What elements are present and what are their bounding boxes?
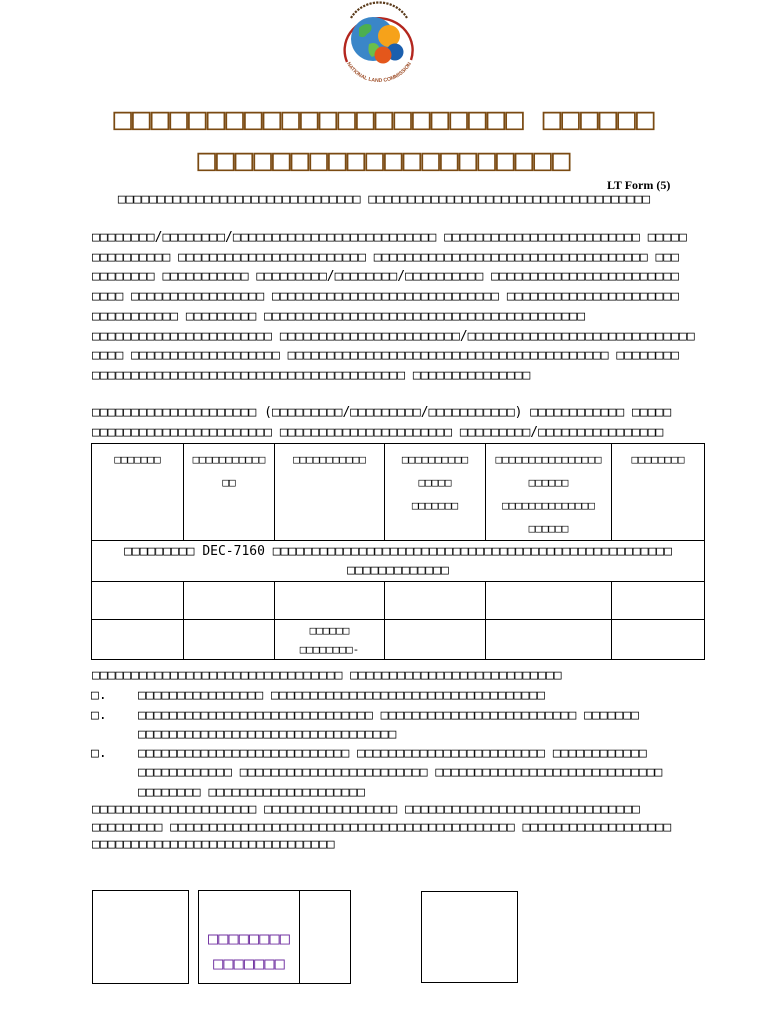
clause-text — [138, 744, 698, 802]
logo-script-arc — [351, 3, 407, 18]
cell-text: □□□□□□□□- — [299, 642, 360, 656]
paragraph-line: □□□□□□□□/□□□□□□□□/□□□□□□□□□□□□□□□□□□□□□□□□□□ □□□□□□□□□□□□□□□□□□□□□□□□□ □□□□□ — [92, 230, 687, 245]
table-cell — [486, 582, 612, 620]
table-header-cell — [612, 444, 705, 541]
form-subtitle: □□□□□□□□□□□□□□□□□□□□□□□□□□□□□□□ □□□□□□□□□□□□□□□□□□□□□□□□□□□□□□□□□□□□ — [117, 192, 651, 207]
table-row — [92, 582, 705, 620]
clause-line: □□□□□□□□□□□□□□□□ □□□□□□□□□□□□□□□□□□□□□□□□□□□□□□□□□□□ — [138, 688, 545, 703]
red-sphere-shape — [375, 47, 392, 64]
stamp-label-line: □□□□□□□ — [213, 954, 285, 974]
form-title-line: □□□□□□□□□□□□□□□□□□□□□□ □□□□□□ — [113, 101, 655, 137]
form-title-line: □□□□□□□□□□□□□□□□□□□□ — [197, 142, 571, 178]
paragraph-declaration — [92, 228, 698, 386]
paragraph-details — [92, 403, 698, 443]
cell-text: □□□□□□ — [309, 623, 350, 637]
header-text: □□□□□□□ — [411, 499, 459, 512]
clause-number: □. — [91, 708, 107, 723]
clause-line: □□□□□□□□□□□□□□□□□□□□□□□□□□□ □□□□□□□□□□□□□□□□□□□□□□□□ □□□□□□□□□□□□ — [138, 746, 647, 761]
paragraph-line: □□□□□□□□□□□□□□□□□□□□□□□□□□□□□□□ — [92, 837, 335, 852]
header-text: □□□□□□□□□□□□□□□□ — [495, 453, 602, 466]
table-merged-cell: □□□□□□□□□ DEC-7160 □□□□□□□□□□□□□□□□□□□□□□□□□□□□□□□□□□□□□□□□□□□□□□□□□□□ □□□□□□□□□□□□□ — [92, 541, 705, 582]
header-text: □□□□□□ — [528, 476, 569, 489]
table-cell — [275, 582, 385, 620]
clause-line: □□□□□□□□□□□□ □□□□□□□□□□□□□□□□□□□□□□□□ □□□□□□□□□□□□□□□□□□□□□□□□□□□□□ — [138, 765, 663, 781]
paragraph-line: □□□□□□□□□□□ □□□□□□□□□ □□□□□□□□□□□□□□□□□□□□□□□□□□□□□□□□□□□□□□□□□ — [92, 308, 586, 324]
paragraph-line: □□□□□□□□□ □□□□□□□□□□□□□□□□□□□□□□□□□□□□□□□□□□□□□□□□□□□□ □□□□□□□□□□□□□□□□□□□ — [92, 819, 672, 835]
clause-line: □□□□□□□□□□□□□□□□□□□□□□□□□□□□□□□□□ — [138, 727, 397, 743]
logo-text-path: NATIONAL LAND COMMISSION — [345, 61, 413, 85]
clause-line: □□□□□□□□ □□□□□□□□□□□□□□□□□□□□ — [138, 784, 365, 800]
table-cell — [385, 620, 486, 660]
signature-box-right — [421, 891, 518, 983]
header-text: □□□□□□□□□□□ — [293, 453, 366, 466]
table-cell — [184, 620, 275, 660]
form-code: LT Form (5) — [607, 178, 671, 192]
paragraph-line: □□□□□□□□□□ □□□□□□□□□□□□□□□□□□□□□□□□ □□□□□□□□□□□□□□□□□□□□□□□□□□□□□□□□□□□ □□□ — [92, 249, 679, 265]
national-land-commission-logo — [333, 0, 423, 85]
header-text: □□□□□□□□□□ — [401, 453, 469, 466]
table-cell — [612, 620, 705, 660]
table-cell — [275, 620, 385, 660]
table-cell — [92, 582, 184, 620]
stamp-box-divider — [299, 891, 300, 983]
header-text: □□ — [222, 476, 236, 489]
paragraph-line: □□□□□□□□□□□□□□□□□□□□□□□□□□□□□□□□□□□□□□□□ □□□□□□□□□□□□□□□ — [92, 367, 531, 383]
table-header-cell — [275, 444, 385, 541]
table-cell — [486, 620, 612, 660]
stamp-box-label — [199, 927, 299, 977]
clause-number: □. — [91, 688, 107, 703]
clause-number: □. — [91, 746, 107, 761]
clause-text — [138, 686, 698, 705]
header-text: □□□□□□ — [528, 522, 569, 535]
paragraph-line: □□□□□□□□□□□□□□□□□□□□□□□□□□□□□□□□ □□□□□□□□□□□□□□□□□□□□□□□□□□□ — [92, 668, 562, 683]
table-header-row — [92, 444, 705, 541]
table-row — [92, 541, 705, 582]
table-header-cell — [486, 444, 612, 541]
paragraph-line: □□□□ □□□□□□□□□□□□□□□□□ □□□□□□□□□□□□□□□□□□□□□□□□□□□□□ □□□□□□□□□□□□□□□□□□□□□□ — [92, 289, 679, 305]
table-cell — [92, 620, 184, 660]
paragraph-line: □□□□□□□□□□□□□□□□□□□□□ (□□□□□□□□□/□□□□□□□□□/□□□□□□□□□□□) □□□□□□□□□□□□ □□□□□ — [92, 405, 672, 420]
header-text: □□□□□ — [418, 476, 452, 489]
signature-box-left — [92, 890, 189, 984]
header-text: □□□□□□□□□□□ — [192, 453, 266, 466]
table-header-cell — [184, 444, 275, 541]
table-header-cell — [385, 444, 486, 541]
paragraph-line: □□□□□□□□□□□□□□□□□□□□□□□ □□□□□□□□□□□□□□□□□□□□□□ □□□□□□□□□/□□□□□□□□□□□□□□□□ — [92, 425, 664, 440]
stamp-label-line: □□□□□□□□ — [208, 929, 290, 949]
header-text: □□□□□□□□□□□□□□ — [502, 499, 595, 512]
header-text: □□□□□□□□ — [631, 453, 685, 466]
paragraph-line: □□□□□□□□ □□□□□□□□□□□ □□□□□□□□□/□□□□□□□□/□□□□□□□□□□ □□□□□□□□□□□□□□□□□□□□□□□□ — [92, 269, 679, 285]
paragraph-line: □□□□□□□□□□□□□□□□□□□□□□□ □□□□□□□□□□□□□□□□□□□□□□□/□□□□□□□□□□□□□□□□□□□□□□□□□□□□□ — [92, 328, 695, 344]
header-text: □□□□□□□ — [114, 453, 161, 466]
clause-line: □□□□□□□□□□□□□□□□□□□□□□□□□□□□□□ □□□□□□□□□□□□□□□□□□□□□□□□□ □□□□□□□ — [138, 708, 639, 723]
closing-paragraph — [92, 801, 698, 854]
table-cell — [184, 582, 275, 620]
logo-text — [345, 61, 413, 84]
table-cell — [612, 582, 705, 620]
land-details-table — [91, 443, 705, 660]
clauses-intro — [92, 666, 698, 686]
paragraph-line: □□□□□□□□□□□□□□□□□□□□□ □□□□□□□□□□□□□□□□□ □□□□□□□□□□□□□□□□□□□□□□□□□□□□□□ — [92, 802, 640, 817]
clause-text — [138, 706, 698, 745]
table-header-cell — [92, 444, 184, 541]
paragraph-line: □□□□ □□□□□□□□□□□□□□□□□□□ □□□□□□□□□□□□□□□□□□□□□□□□□□□□□□□□□□□□□□□□□ □□□□□□□□ — [92, 348, 679, 364]
form-title — [0, 99, 768, 181]
table-cell — [385, 582, 486, 620]
stamp-box — [198, 890, 351, 984]
table-row — [92, 620, 705, 660]
